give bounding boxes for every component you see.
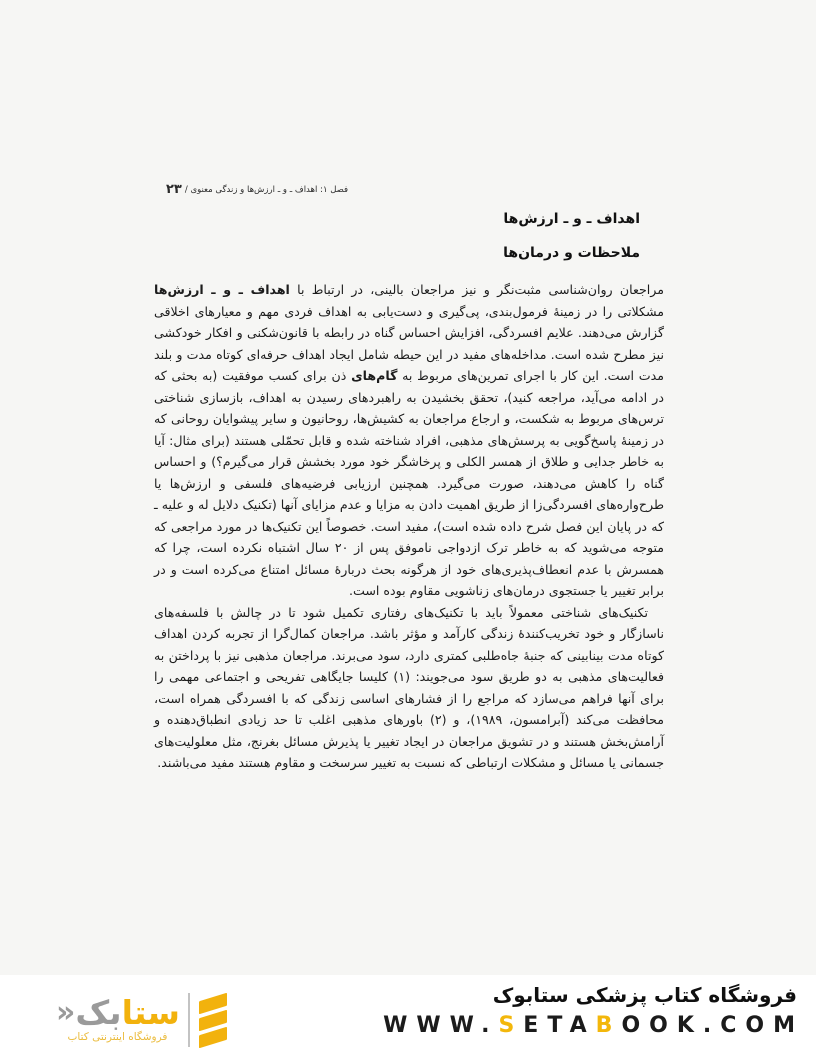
section-heading-considerations-treatments: ملاحظات و درمان‌ها	[503, 245, 640, 261]
text-segment: مراجعان روان‌شناسی مثبت‌نگر و نیز مراجعان بالینی، در ارتباط با	[289, 282, 664, 297]
text-segment: اهداف ـ و ـ ارزش‌ها	[154, 282, 290, 297]
footer	[0, 975, 816, 1056]
guillemet-icon: «	[56, 994, 76, 1030]
logo-wordmark-end: بک	[75, 992, 122, 1032]
text-segment: WWW.	[383, 1013, 499, 1038]
setabook-logo	[55, 993, 230, 1047]
store-title: فروشگاه کتاب پزشکی ستابوک	[492, 983, 797, 1007]
logo-text-block	[55, 992, 180, 1043]
website-url	[383, 1013, 804, 1038]
text-segment: ETA	[523, 1013, 596, 1038]
text-segment: OOK.COM	[621, 1013, 804, 1038]
running-head	[166, 183, 348, 196]
text-segment: B	[595, 1013, 622, 1038]
logo-wordmark-start: ستا	[121, 992, 180, 1032]
logo-wordmark	[55, 992, 180, 1032]
paragraph	[154, 602, 664, 774]
setabook-book-icon	[198, 993, 230, 1047]
logo-tagline: فروشگاه اینترنتی کتاب	[67, 1030, 168, 1043]
text-segment: گام‌های	[351, 368, 398, 383]
section-heading-goals-and-values: اهداف ـ و ـ ارزش‌ها	[503, 211, 640, 227]
page-number: ۲۳	[166, 182, 182, 197]
text-segment: ذن برای کسب موفقیت (به بحثی که در ادامه می‌آید، مراجعه کنید)، تحقق بخشیدن به راهبردهای رسیدن به اهداف، بازسازی شناختی ترس‌های مربوط به شکست، و ارجاع مراجعان به کشیش‌ها، روحانیون و سایر پیشوایان روحانی که در زمینهٔ پاسخ‌گویی به پرسش‌های مذهبی، افراد شناخته شده و قابل تحمّلی هستند (برای مثال: آیا به خاطر جدایی و طلاق از همسر الکلی و پرخاشگر خود مورد بخشش قرار می‌گیرم؟) و احساس گناه را کاهش می‌دهند، صورت می‌گیرد. همچنین ارزیابی فرضیه‌های فلسفی و ارزش‌ها یا طرح‌واره‌های افسردگی‌زا از طریق اهمیت دادن به مزایا و عدم مزایای آنها (تکنیک دلایل له و علیه ـ که در پایان این فصل شرح داده شده است)، مفید است. خصوصاً این تکنیک‌ها در مورد مراجعی که متوجه می‌شوید که به خاطر ترک ازدواجی ناموفق پس از ۲۰ سال اشتباه نکرده است، چرا که همسرش با عدم انعطاف‌پذیری‌های خود از هرگونه بحث دربارهٔ مسائل امتناع می‌کرده است و در برابر تغییر یا جستجوی درمان‌های زناشویی مقاوم بوده است.	[154, 368, 664, 598]
text-segment: تکنیک‌های شناختی معمولاً باید با تکنیک‌های رفتاری تکمیل شود تا در چالش با فلسفه‌های ناسازگار و خود تخریب‌کنندهٔ زندگی کارآمد و مؤثر باشد. مراجعان کمال‌گرا از تجربه کردن اهداف کوتاه مدت بینابینی که جنبهٔ جاه‌طلبی کمتری دارد، سود می‌برند. مراجعان مذهبی نیز با پرداختن به فعالیت‌های مذهبی به دو طریق سود می‌جویند: (۱) کلیسا جایگاهی تفریحی و اجتماعی مهمی را برای آنها فراهم می‌سازد که مراجع را از فشارهای اساسی زندگی که با افسردگی همراه است، محافظت می‌کند (آبرامسون، ۱۹۸۹)، و (۲) باورهای مذهبی اغلب تا حد زیادی انطباق‌دهنده و آرامش‌بخش هستند و در تشویق مراجعان در ایجاد تغییر یا پذیرش مسائل بغرنج، مثل معلولیت‌های جسمانی یا مسائل و مشکلات ارتباطی که نسبت به تغییر سرسخت و مقاوم هستند مفید می‌باشند.	[154, 604, 665, 770]
running-head-chapter-title: فصل ۱: اهداف ـ و ـ ارزش‌ها و زندگی معنوی /	[184, 184, 349, 195]
logo-divider	[188, 993, 190, 1047]
paragraph	[154, 279, 664, 602]
article-body	[154, 279, 664, 774]
text-segment: S	[498, 1013, 524, 1038]
text-segment: مشکلاتی را در زمینهٔ فرمول‌بندی، پی‌گیری و دست‌یابی به اهداف فردی مهم و معیارهای اخلاقی گزارش می‌دهند. علایم افسردگی، افزایش احساس گناه در رابطه با قانون‌شکنی و افکار خودکشی نیز مطرح شده است. مداخله‌های مفید در این حیطه شامل ایجاد اهداف حرفه‌ای کوتاه مدت و بلند مدت است. این کار با اجرای تمرین‌های مربوط به	[154, 303, 664, 383]
